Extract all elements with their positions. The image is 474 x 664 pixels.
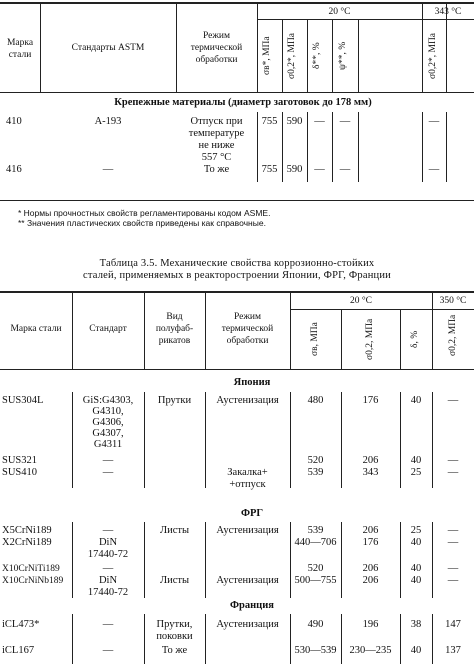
cell-heat: Аустенизация [216, 575, 279, 586]
col-header-form: Вид полуфаб- рикатов [155, 312, 194, 346]
rule [446, 112, 447, 182]
cell-sigma-b: 539 [307, 467, 324, 478]
cell-form: Прутки [157, 395, 192, 406]
col-header-sigma-02: σ0,2, МПа [365, 318, 375, 360]
rule [282, 19, 283, 92]
cell-grade: SUS304L [2, 395, 44, 406]
cell-sigma-b: 755 [261, 116, 278, 127]
cell-sigma-02: 343 [362, 467, 379, 478]
cell-sigma-350: — [447, 467, 459, 478]
cell-sigma-02: 176 [362, 395, 379, 406]
section-title: Крепежные материалы (диаметр заготовок до 178 мм) [114, 97, 372, 108]
cell-heat: Аустенизация [216, 395, 279, 406]
table-title: Таблица 3.5. Механические свойства коррозионно-стойких сталей, применяемых в реакторостроении Японии, ФРГ, Франции [83, 258, 391, 281]
col-header-grade: Марка стали [6, 38, 34, 60]
cell-sigma-b: 480 [307, 395, 324, 406]
cell-form: Листы [159, 575, 190, 586]
cell-standard: GiS:G4303, G4310, G4306, G4307, G4311 [82, 395, 134, 450]
cell-delta: 40 [410, 537, 422, 548]
cell-standard: — [102, 619, 114, 630]
rule [257, 19, 474, 20]
cell-delta: 40 [410, 645, 422, 656]
col-header-grade: Марка стали [10, 324, 62, 334]
cell-sigma-343: — [428, 116, 440, 127]
cell-delta: 38 [410, 619, 422, 630]
rule [307, 19, 308, 92]
col-header-delta: δ**, % [312, 42, 322, 70]
cell-grade: SUS410 [2, 467, 38, 478]
cell-grade: X2CrNi189 [2, 537, 52, 548]
cell-sigma-b: 490 [307, 619, 324, 630]
cell-grade: X5CrNi189 [2, 525, 52, 536]
cell-sigma-02: 206 [362, 563, 379, 574]
cell-standard: — [102, 455, 114, 466]
cell-delta: 40 [410, 395, 422, 406]
rule [358, 112, 359, 182]
footnote: * Нормы прочностных свойств регламентированы кодом ASME. [18, 208, 271, 218]
cell-sigma-350: — [447, 563, 459, 574]
col-header-20c: 20 °C [349, 296, 372, 306]
col-header-delta: δ, % [410, 330, 420, 348]
cell-delta: — [314, 164, 325, 175]
cell-psi: — [339, 164, 351, 175]
cell-grade: X10CrNiTi189 [2, 564, 60, 574]
cell-grade: 416 [6, 164, 22, 175]
cell-heat: Закалка+ +отпуск [227, 467, 268, 490]
cell-delta: 40 [410, 575, 422, 586]
section-france: Франция [230, 600, 274, 611]
rule [0, 369, 474, 370]
col-header-heat: Режим термической обработки [221, 312, 274, 346]
col-header-heat: Режим термической обработки [190, 31, 243, 65]
cell-sigma-350: — [447, 575, 459, 586]
col-header-sigma-b: σв*, МПа [262, 36, 272, 76]
cell-heat: Аустенизация [216, 619, 279, 630]
cell-psi: — [339, 116, 351, 127]
col-header-sigma-02: σ0,2*, МПа [287, 32, 297, 80]
cell-sigma-343: — [428, 164, 440, 175]
cell-heat: Отпуск при температуре не ниже 557 °С [188, 116, 245, 163]
col-header-350c: 350 °C [439, 296, 467, 306]
col-header-sigma-b: σв, МПа [310, 322, 320, 356]
cell-sigma-b: 755 [261, 164, 278, 175]
rule [0, 2, 474, 4]
rule [0, 200, 474, 201]
cell-heat: Аустенизация [216, 525, 279, 536]
col-header-343c: 343 °C [434, 7, 462, 17]
cell-sigma-b: 440—706 [294, 537, 337, 548]
col-header-20c: 20 °C [328, 7, 351, 17]
col-header-astm: Стандарты ASTM [71, 43, 145, 53]
rule [332, 19, 333, 92]
cell-sigma-02: 230—235 [349, 645, 392, 656]
cell-grade: iCL473* [2, 619, 40, 630]
cell-sigma-b: 500—755 [294, 575, 337, 586]
cell-grade: SUS321 [2, 455, 38, 466]
col-header-standard: Стандарт [89, 324, 127, 334]
cell-sigma-02: 590 [286, 116, 303, 127]
cell-sigma-350: — [447, 537, 459, 548]
cell-grade: 410 [6, 116, 22, 127]
cell-delta: 40 [410, 455, 422, 466]
cell-sigma-350: 147 [445, 619, 461, 630]
col-header-sigma-02-350: σ0,2, МПа [448, 314, 458, 356]
cell-standard: DiN 17440-72 [87, 575, 129, 598]
cell-grade: X10CrNiNb189 [2, 576, 64, 586]
cell-sigma-b: 520 [307, 563, 324, 574]
col-header-psi: ψ**, % [338, 41, 348, 71]
rule [400, 309, 401, 369]
cell-standard: A-193 [94, 116, 122, 127]
cell-standard: — [102, 467, 114, 478]
cell-standard: — [102, 164, 114, 175]
cell-form: То же [161, 645, 188, 656]
cell-sigma-b: 520 [307, 455, 324, 466]
cell-sigma-02: 206 [362, 455, 379, 466]
cell-standard: — [102, 645, 114, 656]
cell-sigma-02: 206 [362, 575, 379, 586]
footnote: ** Значения пластических свойств приведены как справочные. [18, 218, 266, 228]
cell-standard: — [102, 525, 114, 536]
rule [358, 19, 359, 92]
cell-sigma-02: 176 [362, 537, 379, 548]
cell-sigma-b: 530—539 [294, 645, 337, 656]
rule [341, 309, 342, 369]
cell-sigma-350: 137 [445, 645, 461, 656]
section-frg: ФРГ [240, 508, 264, 519]
col-header-sigma-02-343: σ0,2*, МПа [428, 32, 438, 80]
cell-sigma-350: — [447, 395, 459, 406]
cell-sigma-350: — [447, 455, 459, 466]
cell-form: Листы [159, 525, 190, 536]
section-japan: Япония [233, 377, 271, 388]
cell-sigma-02: 590 [286, 164, 303, 175]
rule [290, 309, 474, 310]
cell-delta: 40 [410, 563, 422, 574]
cell-heat: То же [203, 164, 230, 175]
cell-delta: — [314, 116, 325, 127]
cell-sigma-b: 539 [307, 525, 324, 536]
cell-sigma-02: 196 [362, 619, 379, 630]
cell-delta: 25 [410, 467, 422, 478]
cell-grade: iCL167 [2, 645, 35, 656]
cell-sigma-350: — [447, 525, 459, 536]
cell-standard: — [102, 563, 114, 574]
rule [0, 92, 474, 93]
cell-form: Прутки, поковки [156, 619, 193, 642]
cell-delta: 25 [410, 525, 422, 536]
cell-standard: DiN 17440-72 [87, 537, 129, 560]
cell-sigma-02: 206 [362, 525, 379, 536]
